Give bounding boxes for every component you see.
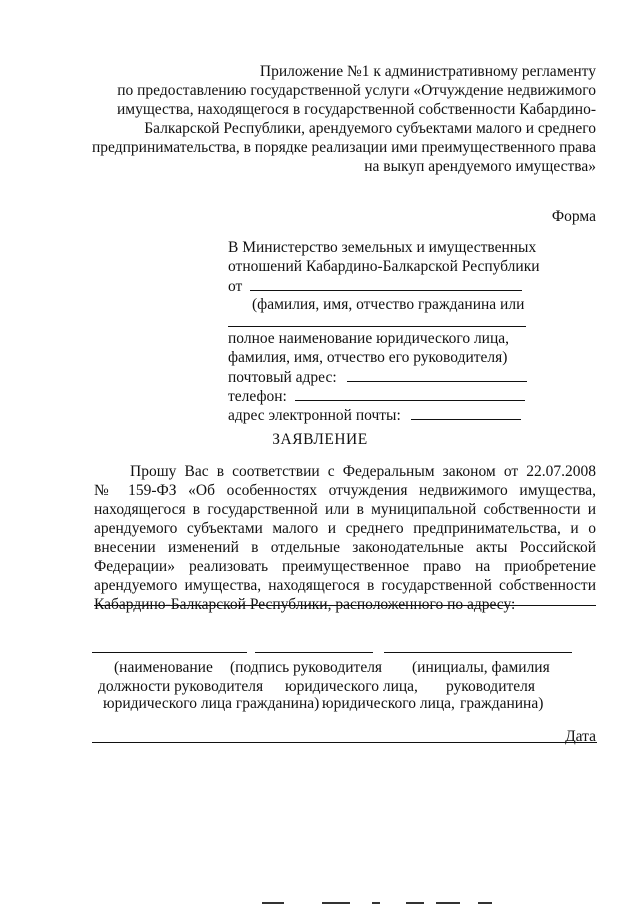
scan-mark bbox=[262, 902, 284, 904]
annex-line: по предоставлению государственной услуги «Отчуждение недвижимого bbox=[117, 82, 596, 99]
postal-field[interactable] bbox=[347, 367, 527, 382]
applicant-hint: полное наименование юридического лица, bbox=[228, 330, 510, 347]
applicant-hint: (фамилия, имя, отчество гражданина или bbox=[252, 296, 525, 313]
annex-line: Приложение №1 к административному регламенту bbox=[259, 63, 596, 80]
signature-field-line[interactable] bbox=[255, 652, 373, 653]
from-row bbox=[228, 276, 588, 295]
caption-signature: (подпись руководителя bbox=[230, 659, 383, 676]
body-line: внесении изменений в отдельные законодательные акты Российской bbox=[94, 539, 596, 556]
body-line: Прошу Вас в соответствии с Федеральным законом от 22.07.2008 bbox=[130, 463, 596, 480]
date-field-line[interactable] bbox=[92, 742, 597, 743]
phone-row bbox=[228, 386, 588, 405]
caption-position: юридического лица гражданина) bbox=[103, 695, 320, 712]
initials-field-line[interactable] bbox=[384, 652, 572, 653]
body-line: арендуемого имущества, находящегося в государственной собственности bbox=[94, 577, 596, 594]
form-label: Форма bbox=[551, 208, 596, 225]
annex-line: предпринимательства, в порядке реализации ими преимущественного права bbox=[92, 139, 596, 156]
body-line: арендуемого субъектами малого и среднего предпринимательства, и о bbox=[94, 520, 596, 537]
scan-mark bbox=[372, 902, 380, 904]
body-line: № 159-ФЗ «Об особенностях отчуждения недвижимого имущества, bbox=[94, 482, 596, 499]
email-row bbox=[228, 405, 588, 424]
scan-mark bbox=[322, 902, 350, 904]
applicant-hint: фамилия, имя, отчество его руководителя) bbox=[228, 349, 508, 366]
position-field-line[interactable] bbox=[92, 652, 247, 653]
applicant-field-line[interactable] bbox=[228, 314, 526, 327]
caption-position: должности руководителя bbox=[98, 678, 264, 695]
address-field-line[interactable] bbox=[94, 605, 596, 606]
email-field[interactable] bbox=[411, 405, 521, 420]
document-title: ЗАЯВЛЕНИЕ bbox=[272, 431, 368, 448]
body-line: находящегося в государственной или в муниципальной собственности и bbox=[94, 501, 596, 518]
caption-signature: юридического лица, bbox=[322, 695, 455, 712]
statement-body bbox=[94, 462, 596, 614]
caption-initials: (инициалы, фамилия bbox=[412, 659, 550, 676]
annex-header bbox=[76, 62, 596, 176]
caption-initials: гражданина) bbox=[460, 695, 544, 712]
scan-artifacts bbox=[0, 902, 640, 906]
addressee-line: отношений Кабардино-Балкарской Республики bbox=[228, 258, 540, 275]
scan-mark bbox=[436, 902, 460, 904]
phone-field[interactable] bbox=[295, 386, 525, 401]
body-line: Кабардино-Балкарской Республики, расположенного по адресу: bbox=[94, 596, 516, 613]
caption-initials: руководителя bbox=[446, 678, 536, 695]
caption-signature: юридического лица, bbox=[285, 678, 418, 695]
annex-line: имущества, находящегося в государственной собственности Кабардино- bbox=[117, 101, 596, 118]
scan-mark bbox=[478, 902, 492, 904]
addressee-line: В Министерство земельных и имущественных bbox=[228, 239, 537, 256]
from-field[interactable] bbox=[250, 276, 522, 291]
from-label: от bbox=[228, 278, 243, 295]
postal-label: почтовый адрес: bbox=[228, 369, 337, 386]
email-label: адрес электронной почты: bbox=[228, 407, 401, 424]
caption-position: (наименование bbox=[114, 659, 213, 676]
scan-mark bbox=[406, 902, 424, 904]
date-label: Дата bbox=[565, 728, 596, 745]
postal-row bbox=[228, 367, 588, 386]
annex-line: на выкуп арендуемого имущества» bbox=[364, 158, 596, 175]
annex-line: Балкарской Республики, арендуемого субъектами малого и среднего bbox=[144, 120, 596, 137]
phone-label: телефон: bbox=[228, 388, 287, 405]
addressee-block bbox=[228, 238, 588, 424]
body-line: Федерации» реализовать преимущественное право на приобретение bbox=[94, 558, 596, 575]
